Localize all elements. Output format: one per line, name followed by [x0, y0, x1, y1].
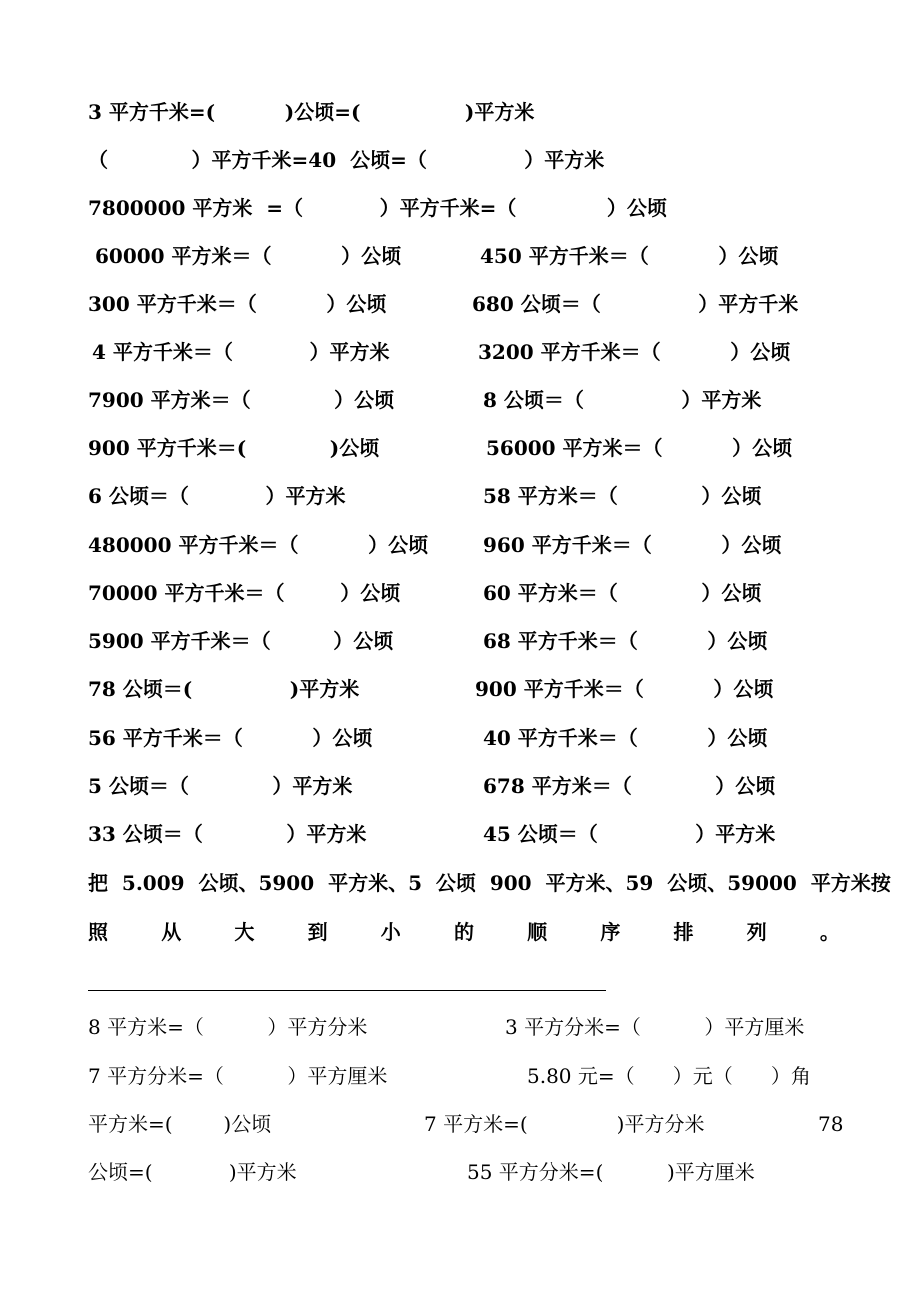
sort-question-line-1: 把 5.009 公顷、5900 平方米、5 公顷 900 平方米、59 公顷、59000 平方米按 [88, 871, 891, 895]
extra-row-3-right: 78 [818, 1112, 844, 1136]
sort-char: 序 [600, 920, 621, 944]
extra-row-4-middle: 55 平方分米=( )平方厘米 [467, 1160, 755, 1184]
sort-char: 。 [819, 920, 840, 944]
row-16-right: 45 公顷＝（ ）平方米 [483, 822, 776, 846]
row-1-left: 3 平方千米=( )公顷=( )平方米 [88, 100, 535, 124]
extra-row-3-left: 平方米=( )公顷 [88, 1112, 272, 1136]
extra-row-4-left: 公顷=( )平方米 [88, 1160, 297, 1184]
row-15-left: 5 公顷＝（ ）平方米 [88, 774, 353, 798]
row-9-left: 6 公顷＝（ ）平方米 [88, 484, 346, 508]
row-10-right: 960 平方千米＝（ ）公顷 [483, 533, 782, 557]
row-14-left: 56 平方千米＝（ ）公顷 [88, 726, 373, 750]
row-7-left: 7900 平方米＝（ ）公顷 [88, 388, 395, 412]
row-3-left: 7800000 平方米 =（ ）平方千米=（ ）公顷 [88, 196, 667, 220]
row-5-left: 300 平方千米＝（ ）公顷 [88, 292, 387, 316]
sort-char: 照 [88, 920, 108, 944]
row-4-left: 60000 平方米＝（ ）公顷 [95, 244, 402, 268]
row-12-left: 5900 平方千米＝（ ）公顷 [88, 629, 394, 653]
sort-question-line-2 [88, 920, 840, 944]
row-4-right: 450 平方千米＝（ ）公顷 [480, 244, 779, 268]
row-12-right: 68 平方千米＝（ ）公顷 [483, 629, 768, 653]
row-16-left: 33 公顷＝（ ）平方米 [88, 822, 367, 846]
row-11-right: 60 平方米＝（ ）公顷 [483, 581, 762, 605]
row-5-right: 680 公顷＝（ ）平方千米 [472, 292, 799, 316]
sort-char: 顺 [527, 920, 548, 944]
row-13-right: 900 平方千米＝（ ）公顷 [475, 677, 774, 701]
row-9-right: 58 平方米＝（ ）公顷 [483, 484, 762, 508]
row-11-left: 70000 平方千米＝（ ）公顷 [88, 581, 401, 605]
row-2-left: （ ）平方千米=40 公顷=（ ）平方米 [88, 148, 605, 172]
sort-char: 列 [746, 920, 767, 944]
row-8-right: 56000 平方米＝（ ）公顷 [486, 436, 793, 460]
sort-char: 大 [234, 920, 255, 944]
row-6-left: 4 平方千米＝（ ）平方米 [92, 340, 390, 364]
row-15-right: 678 平方米＝（ ）公顷 [483, 774, 776, 798]
row-14-right: 40 平方千米＝（ ）公顷 [483, 726, 768, 750]
row-7-right: 8 公顷＝（ ）平方米 [483, 388, 762, 412]
extra-row-1-right: 3 平方分米=（ ）平方厘米 [505, 1015, 805, 1039]
sort-char: 小 [380, 920, 401, 944]
row-8-left: 900 平方千米＝( )公顷 [88, 436, 380, 460]
answer-line [88, 990, 606, 991]
extra-row-2-left: 7 平方分米=（ ）平方厘米 [88, 1064, 388, 1088]
extra-row-2-right: 5.80 元=（ ）元（ ）角 [527, 1064, 811, 1088]
row-13-left: 78 公顷＝( )平方米 [88, 677, 360, 701]
row-10-left: 480000 平方千米＝（ ）公顷 [88, 533, 429, 557]
sort-char: 到 [307, 920, 328, 944]
extra-row-3-middle: 7 平方米=( )平方分米 [424, 1112, 705, 1136]
extra-row-1-left: 8 平方米=（ ）平方分米 [88, 1015, 368, 1039]
sort-char: 的 [453, 920, 474, 944]
row-6-right: 3200 平方千米＝（ ）公顷 [478, 340, 791, 364]
sort-char: 从 [161, 920, 182, 944]
sort-char: 排 [673, 920, 694, 944]
